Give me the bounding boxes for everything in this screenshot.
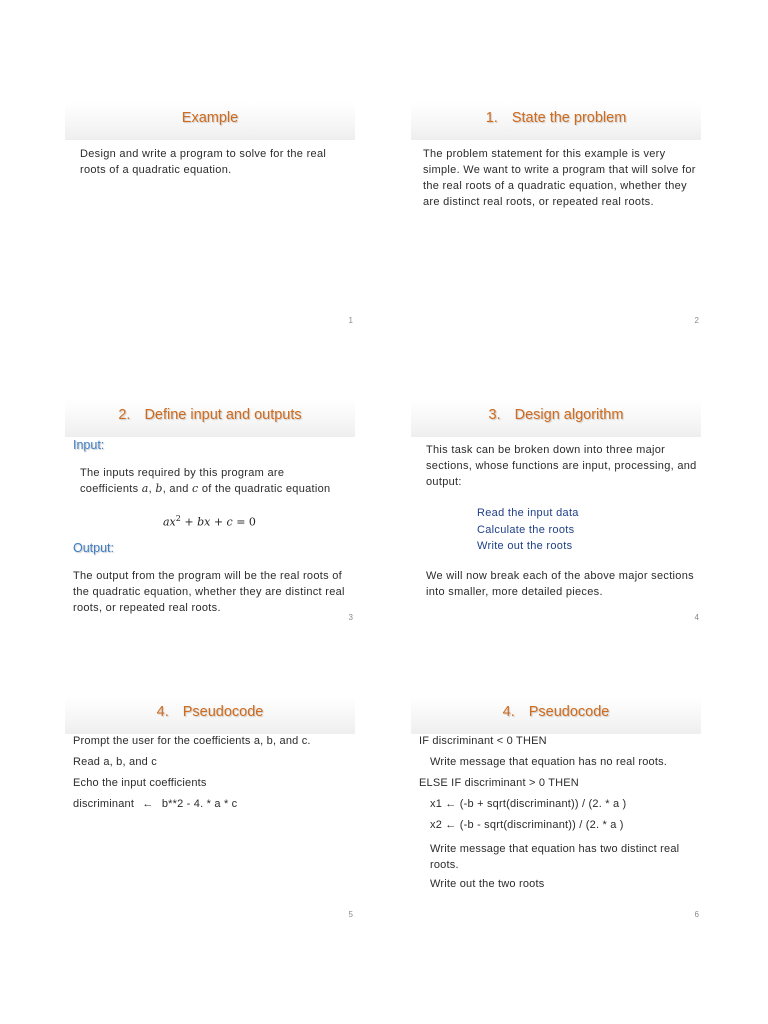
slide-body: The problem statement for this example is very simple. We want to write a program that will solve for the real roots of a quadratic equation, whether they are distinct real roots, or repeated real roots. xyxy=(423,148,696,208)
list-item: Calculate the roots xyxy=(477,523,575,536)
slide-title: 1. State the problem xyxy=(485,110,627,126)
pseudocode-block xyxy=(73,735,311,819)
slide-6 xyxy=(411,696,701,932)
slide-body: Design and write a program to solve for the real roots of a quadratic equation. xyxy=(80,148,327,176)
code-line: x1 ← (-b + sqrt(discriminant)) / (2. * a ) xyxy=(430,798,627,810)
slide-intro: This task can be broken down into three major sections, whose functions are input, processing, and output: xyxy=(426,444,697,488)
slide-2 xyxy=(411,102,701,338)
page-number: 6 xyxy=(694,910,699,919)
code-line: Write out the two roots xyxy=(430,878,545,890)
left-arrow-icon: ← xyxy=(445,798,457,810)
slide-title: 4. Pseudocode xyxy=(156,704,264,720)
page-number: 3 xyxy=(348,613,353,622)
slide-title: 4. Pseudocode xyxy=(502,704,610,720)
output-description: The output from the program will be the real roots of the quadratic equation, whether they are distinct real roots, or repeated real roots. xyxy=(73,570,345,614)
page-number: 5 xyxy=(348,910,353,919)
page-number: 2 xyxy=(694,316,699,325)
list-item: Read the input data xyxy=(477,507,579,519)
left-arrow-icon: ← xyxy=(142,798,154,810)
slide-title: Example xyxy=(181,110,239,126)
code-line: Write message that equation has two distinct real roots. xyxy=(430,843,680,871)
left-arrow-icon: ← xyxy=(445,819,457,831)
output-heading: Output: xyxy=(73,541,114,555)
page-number: 1 xyxy=(348,316,353,325)
code-line: Prompt the user for the coefficients a, b, and c. xyxy=(73,735,311,747)
slide-3 xyxy=(65,399,355,635)
algorithm-steps xyxy=(477,505,579,555)
code-line: ELSE IF discriminant > 0 THEN xyxy=(419,777,579,789)
code-line: IF discriminant < 0 THEN xyxy=(419,735,547,747)
slide-4 xyxy=(411,399,701,635)
code-line: x2 ← (-b - sqrt(discriminant)) / (2. * a ) xyxy=(430,819,624,831)
code-line: Read a, b, and c xyxy=(73,756,157,768)
slide-title: 2. Define input and outputs xyxy=(118,407,302,423)
slide-title: 3. Design algorithm xyxy=(488,407,624,423)
page-number: 4 xyxy=(694,613,699,622)
code-line: discriminant ← b**2 - 4. * a * c xyxy=(73,798,238,810)
list-item: Write out the roots xyxy=(477,540,573,552)
code-line: Echo the input coefficients xyxy=(73,777,207,789)
pseudocode-block xyxy=(419,735,699,899)
slide-1 xyxy=(65,102,355,338)
input-heading: Input: xyxy=(73,438,105,452)
input-description: The inputs required by this program are coefficients a, b, and c of the quadratic equation xyxy=(80,467,331,495)
code-line: Write message that equation has no real roots. xyxy=(430,756,668,768)
quadratic-equation: $ax^2$ + bx + c = 0 xyxy=(163,514,256,529)
slide-5 xyxy=(65,696,355,932)
slide-outro: We will now break each of the above major sections into smaller, more detailed pieces. xyxy=(426,570,694,598)
